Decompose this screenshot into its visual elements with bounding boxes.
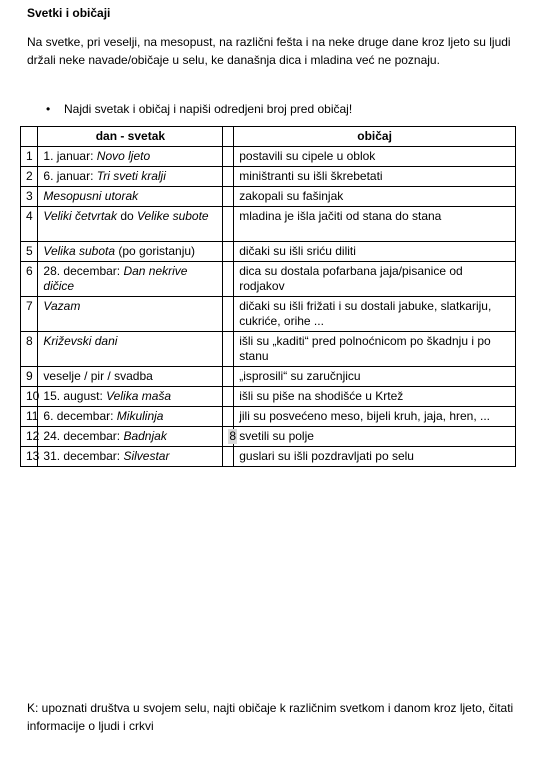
day-italic: Vazam (43, 299, 81, 313)
row-number: 13 (21, 447, 38, 467)
table-header-row (21, 127, 516, 147)
row-number: 4 (21, 207, 38, 242)
row-custom: miništranti su išli škrebetati (234, 167, 516, 187)
row-day (38, 207, 223, 242)
answer-cell[interactable] (223, 297, 234, 332)
answer-cell[interactable] (223, 332, 234, 367)
table-row (21, 427, 516, 447)
day-italic: Badnjak (123, 429, 167, 443)
day-plain: 15. august: (43, 389, 107, 403)
row-day (38, 297, 223, 332)
day-plain: 1. januar: (43, 149, 97, 163)
row-custom: išli su piše na shodišće u Krtež (234, 387, 516, 407)
day-italic: Silvestar (123, 449, 170, 463)
answer-cell[interactable] (223, 447, 234, 467)
answer-cell[interactable] (223, 242, 234, 262)
day-italic: Tri sveti kralji (96, 169, 166, 183)
table-row (21, 242, 516, 262)
row-custom: dičaki su išli sriću diliti (234, 242, 516, 262)
row-custom: jili su posvećeno meso, bijeli kruh, jaja, hren, ... (234, 407, 516, 427)
table-row (21, 367, 516, 387)
table-row (21, 297, 516, 332)
row-number: 3 (21, 187, 38, 207)
header-custom: običaj (234, 127, 516, 147)
answer-cell[interactable] (223, 407, 234, 427)
row-number: 6 (21, 262, 38, 297)
answer-cell[interactable] (223, 427, 237, 447)
table-row (21, 187, 516, 207)
row-day (38, 262, 223, 297)
row-day (38, 332, 223, 367)
day-tail: (po goristanju) (115, 244, 196, 258)
instruction-text: Najdi svetak i običaj i napiši odredjeni broj pred običaj! (64, 102, 353, 116)
answer-cell[interactable] (223, 262, 234, 297)
day-plain: 24. decembar: (43, 429, 124, 443)
header-answer (223, 127, 234, 147)
day-plain: 28. decembar: (43, 264, 124, 278)
row-number: 5 (21, 242, 38, 262)
footer-note: K: upoznati društva u svojem selu, najti običaje k različnim svetkom i danom kroz ljeto, čitati informacije o ljudi i crkvi (27, 701, 514, 733)
header-day: dan - svetak (38, 127, 223, 147)
day-italic: Dan nekrive dičice (43, 264, 188, 293)
day-plain: 31. decembar: (43, 449, 124, 463)
row-day (38, 187, 223, 207)
row-number: 8 (21, 332, 38, 367)
row-day (38, 447, 223, 467)
row-number: 12 (21, 427, 38, 447)
row-number: 11 (21, 407, 38, 427)
row-number: 1 (21, 147, 38, 167)
day-italic: Križevski dani (43, 334, 118, 348)
instruction-bullet (46, 102, 352, 116)
day-italic: Novo ljeto (96, 149, 151, 163)
answer-cell[interactable] (223, 167, 234, 187)
row-day (38, 387, 223, 407)
row-custom: dica su dostala pofarbana jaja/pisanice od rodjakov (234, 262, 516, 297)
table-row (21, 387, 516, 407)
row-custom: išli su „kaditi“ pred polnoćnicom po škadnju i po stanu (234, 332, 516, 367)
day-tail: do (116, 209, 137, 223)
intro-paragraph: Na svetke, pri veselji, na mesopust, na različni fešta i na neke druge dane kroz ljeto su ljudi držali neke navade/običaje u selu, ke današnja dica i mladina već ne poznaju. (27, 35, 511, 67)
header-num (21, 127, 38, 147)
answer-cell[interactable] (223, 387, 234, 407)
day-plain: 6. januar: (43, 169, 97, 183)
row-day (38, 367, 223, 387)
day-plain: 6. decembar: (43, 409, 117, 423)
row-custom: mladina je išla jačiti od stana do stana (234, 207, 516, 242)
table-row (21, 262, 516, 297)
row-day (38, 147, 223, 167)
row-custom: dičaki su išli frižati i su dostali jabuke, slatkariju, cukriće, orihe ... (234, 297, 516, 332)
day-italic: Velika maša (106, 389, 172, 403)
row-custom: postavili su cipele u oblok (234, 147, 516, 167)
table-row (21, 147, 516, 167)
row-custom: zakopali su fašinjak (234, 187, 516, 207)
row-day (38, 242, 223, 262)
customs-table (20, 126, 516, 467)
row-day (38, 407, 223, 427)
day-plain: veselje / pir / svadba (43, 369, 153, 383)
table-row (21, 332, 516, 367)
table-row (21, 407, 516, 427)
table-row (21, 447, 516, 467)
answer-cell[interactable] (223, 207, 234, 242)
answer-value: 8 (229, 429, 237, 443)
row-number: 10 (21, 387, 38, 407)
answer-cell[interactable] (223, 367, 234, 387)
bullet-icon: • (46, 102, 51, 116)
day-italic: Velika subota (43, 244, 116, 258)
row-number: 7 (21, 297, 38, 332)
answer-cell[interactable] (223, 187, 234, 207)
day-italic-2: Velike subote (137, 209, 209, 223)
day-italic: Veliki četvrtak (43, 209, 117, 223)
row-number: 9 (21, 367, 38, 387)
day-italic: Mikulinja (116, 409, 164, 423)
page-title: Svetki i običaji (27, 6, 111, 20)
day-italic: Mesopusni utorak (43, 189, 139, 203)
table-row (21, 207, 516, 242)
row-day (38, 167, 223, 187)
row-custom: svetili su polje (234, 427, 516, 447)
row-day (38, 427, 223, 447)
row-number: 2 (21, 167, 38, 187)
row-custom: „isprosili“ su zaručnjicu (234, 367, 516, 387)
answer-cell[interactable] (223, 147, 234, 167)
table-row (21, 167, 516, 187)
row-custom: guslari su išli pozdravljati po selu (234, 447, 516, 467)
